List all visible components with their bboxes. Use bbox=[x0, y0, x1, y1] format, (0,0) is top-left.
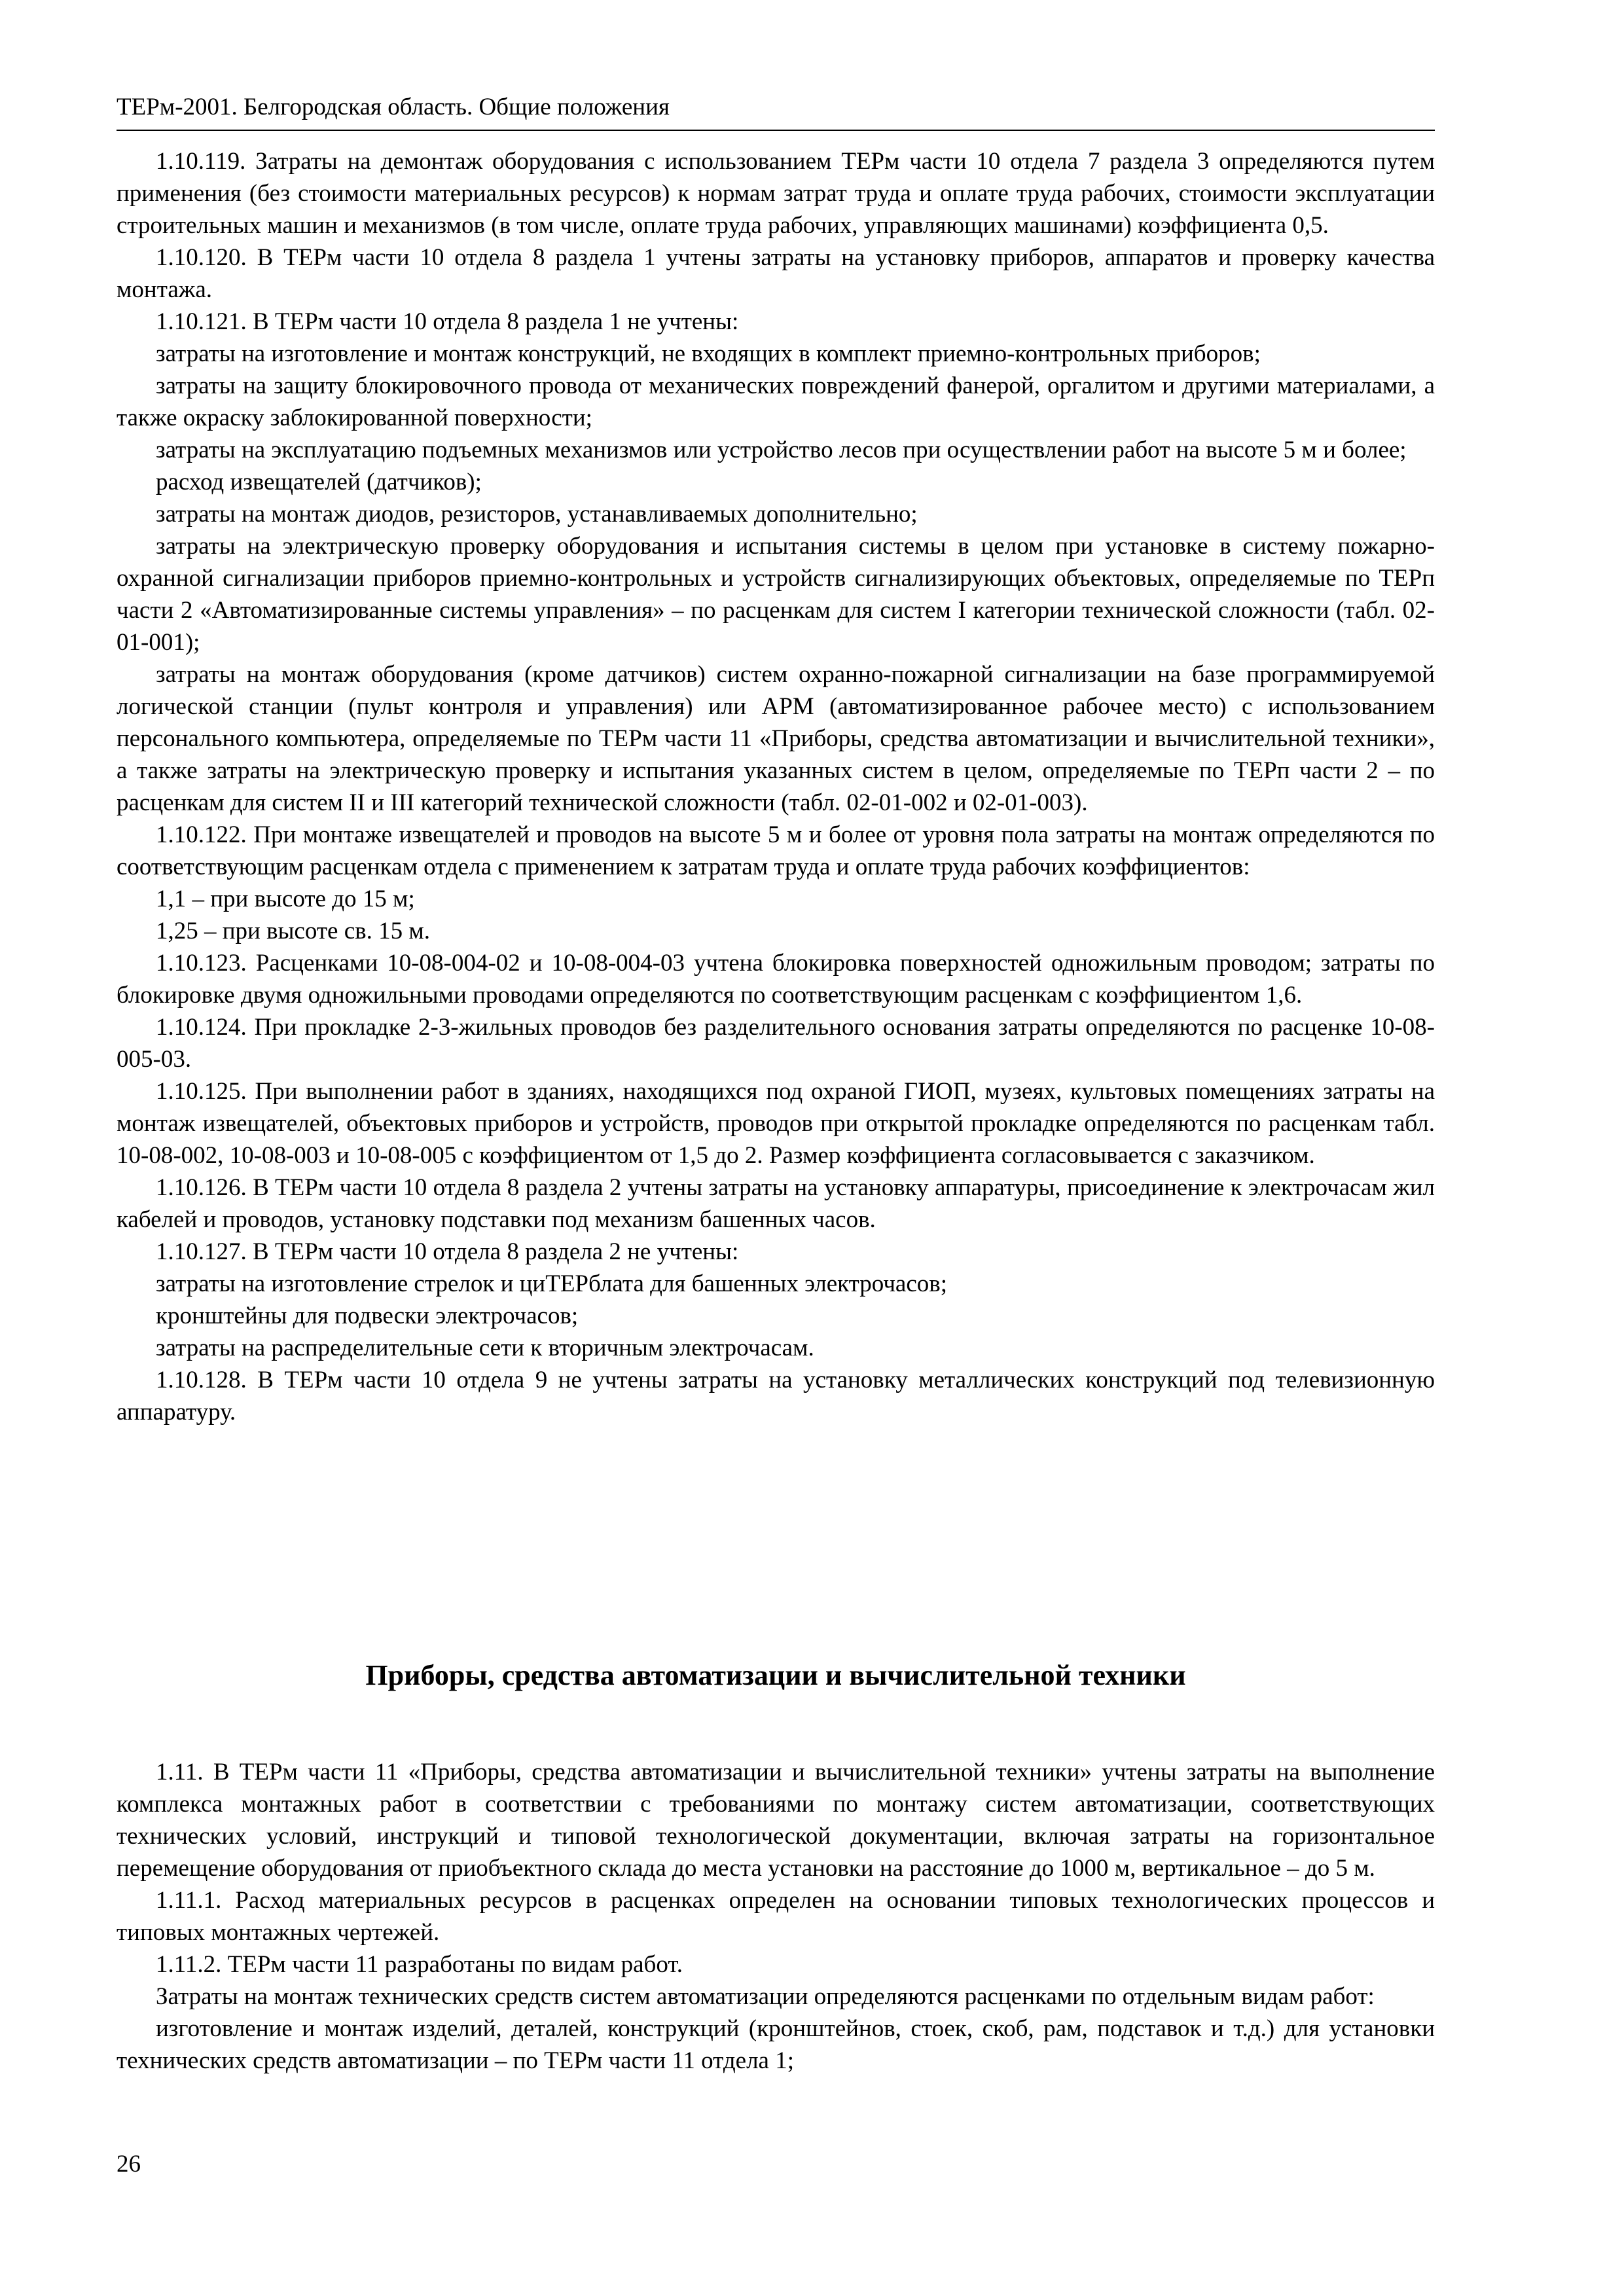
paragraph: 1,1 – при высоте до 15 м; bbox=[156, 886, 415, 912]
paragraph: затраты на распределительные сети к вторичным электрочасам. bbox=[156, 1335, 814, 1361]
page-number: 26 bbox=[117, 2151, 141, 2178]
paragraph: затраты на монтаж диодов, резисторов, устанавливаемых дополнительно; bbox=[156, 501, 918, 528]
paragraph: расход извещателей (датчиков); bbox=[156, 469, 482, 495]
paragraph: 1.10.126. В ТЕРм части 10 отдела 8 раздела 2 учтены затраты на установку аппаратуры, присоединение к электрочасам жил кабелей и проводов, установку подставки под механизм башенных часов. bbox=[117, 1174, 1435, 1233]
paragraph: затраты на защиту блокировочного провода от механических повреждений фанерой, оргалитом и другими материалами, а также окраску заблокированной поверхности; bbox=[117, 372, 1435, 431]
body-text-bottom bbox=[117, 1756, 1435, 2077]
paragraph: Затраты на монтаж технических средств систем автоматизации определяются расценками по отдельным видам работ: bbox=[156, 1983, 1375, 2010]
paragraph: кронштейны для подвески электрочасов; bbox=[156, 1302, 579, 1329]
paragraph: 1.10.119. Затраты на демонтаж оборудования с использованием ТЕРм части 10 отдела 7 раздела 3 определяются путем применения (без стоимости материальных ресурсов) к нормам затрат труда и оплате труда рабочих, стоимости эксплуатации строительных машин и механизмов (в том числе, оплате труда рабочих, управляющих машинами) коэффициента 0,5. bbox=[117, 148, 1435, 239]
paragraph: 1,25 – при высоте св. 15 м. bbox=[156, 918, 431, 944]
paragraph: 1.11.2. ТЕРм части 11 разработаны по видам работ. bbox=[156, 1951, 683, 1978]
paragraph: затраты на изготовление стрелок и циТЕРблата для башенных электрочасов; bbox=[156, 1270, 948, 1297]
paragraph: 1.10.120. В ТЕРм части 10 отдела 8 раздела 1 учтены затраты на установку приборов, аппаратов и проверку качества монтажа. bbox=[117, 244, 1435, 303]
section-heading: Приборы, средства автоматизации и вычислительной техники bbox=[365, 1659, 1186, 1691]
paragraph: затраты на изготовление и монтаж конструкций, не входящих в комплект приемно-контрольных приборов; bbox=[156, 340, 1261, 367]
paragraph: 1.10.123. Расценками 10-08-004-02 и 10-08-004-03 учтена блокировка поверхностей одножильным проводом; затраты по блокировке двумя одножильными проводами определяются по соответствующим расценкам с коэффициентом 1,6. bbox=[117, 950, 1435, 1009]
paragraph: затраты на эксплуатацию подъемных механизмов или устройство лесов при осуществлении работ на высоте 5 м и более; bbox=[156, 437, 1407, 463]
paragraph: затраты на монтаж оборудования (кроме датчиков) систем охранно-пожарной сигнализации на базе программируемой логической станции (пульт контроля и управления) или АРМ (автоматизированное рабочее место) с использованием персонального компьютера, определяемые по ТЕРм части 11 «Приборы, средства автоматизации и вычислительной техники», а также затраты на электрическую проверку и испытания указанных систем в целом, определяемые по ТЕРп части 2 – по расценкам для систем II и III категорий технической сложности (табл. 02-01-002 и 02-01-003). bbox=[117, 661, 1435, 816]
header-rule bbox=[117, 130, 1435, 131]
paragraph: 1.10.121. В ТЕРм части 10 отдела 8 раздела 1 не учтены: bbox=[156, 308, 739, 335]
paragraph: 1.10.124. При прокладке 2-3-жильных проводов без разделительного основания затраты определяются по расценке 10-08-005-03. bbox=[117, 1014, 1435, 1073]
paragraph: 1.10.127. В ТЕРм части 10 отдела 8 раздела 2 не учтены: bbox=[156, 1238, 739, 1265]
paragraph: 1.11.1. Расход материальных ресурсов в расценках определен на основании типовых технологических процессов и типовых монтажных чертежей. bbox=[117, 1887, 1435, 1946]
body-text-top bbox=[117, 145, 1435, 1428]
running-header: ТЕРм-2001. Белгородская область. Общие положения bbox=[117, 94, 670, 120]
paragraph: изготовление и монтаж изделий, деталей, конструкций (кронштейнов, стоек, скоб, рам, подставок и т.д.) для установки технических средств автоматизации – по ТЕРм части 11 отдела 1; bbox=[117, 2015, 1435, 2074]
paragraph: 1.10.128. В ТЕРм части 10 отдела 9 не учтены затраты на установку металлических конструкций под телевизионную аппаратуру. bbox=[117, 1367, 1435, 1426]
paragraph: 1.10.122. При монтаже извещателей и проводов на высоте 5 м и более от уровня пола затраты на монтаж определяются по соответствующим расценкам отдела с применением к затратам труда и оплате труда рабочих коэффициентов: bbox=[117, 821, 1435, 880]
paragraph: 1.11. В ТЕРм части 11 «Приборы, средства автоматизации и вычислительной техники» учтены затраты на выполнение комплекса монтажных работ в соответствии с требованиями по монтажу систем автоматизации, соответствующих технических условий, инструкций и типовой технологической документации, включая затраты на горизонтальное перемещение оборудования от приобъектного склада до места установки на расстояние до 1000 м, вертикальное – до 5 м. bbox=[117, 1759, 1435, 1882]
paragraph: 1.10.125. При выполнении работ в зданиях, находящихся под охраной ГИОП, музеях, культовых помещениях затраты на монтаж извещателей, объектовых приборов и устройств, проводов при открытой прокладке определяются по расценкам табл. 10-08-002, 10-08-003 и 10-08-005 с коэффициентом от 1,5 до 2. Размер коэффициента согласовывается с заказчиком. bbox=[117, 1078, 1435, 1169]
paragraph: затраты на электрическую проверку оборудования и испытания системы в целом при установке в систему пожарно-охранной сигнализации приборов приемно-контрольных и устройств сигнализирующих объектовых, определяемые по ТЕРп части 2 «Автоматизированные системы управления» – по расценкам для систем I категории технической сложности (табл. 02-01-001); bbox=[117, 533, 1435, 656]
